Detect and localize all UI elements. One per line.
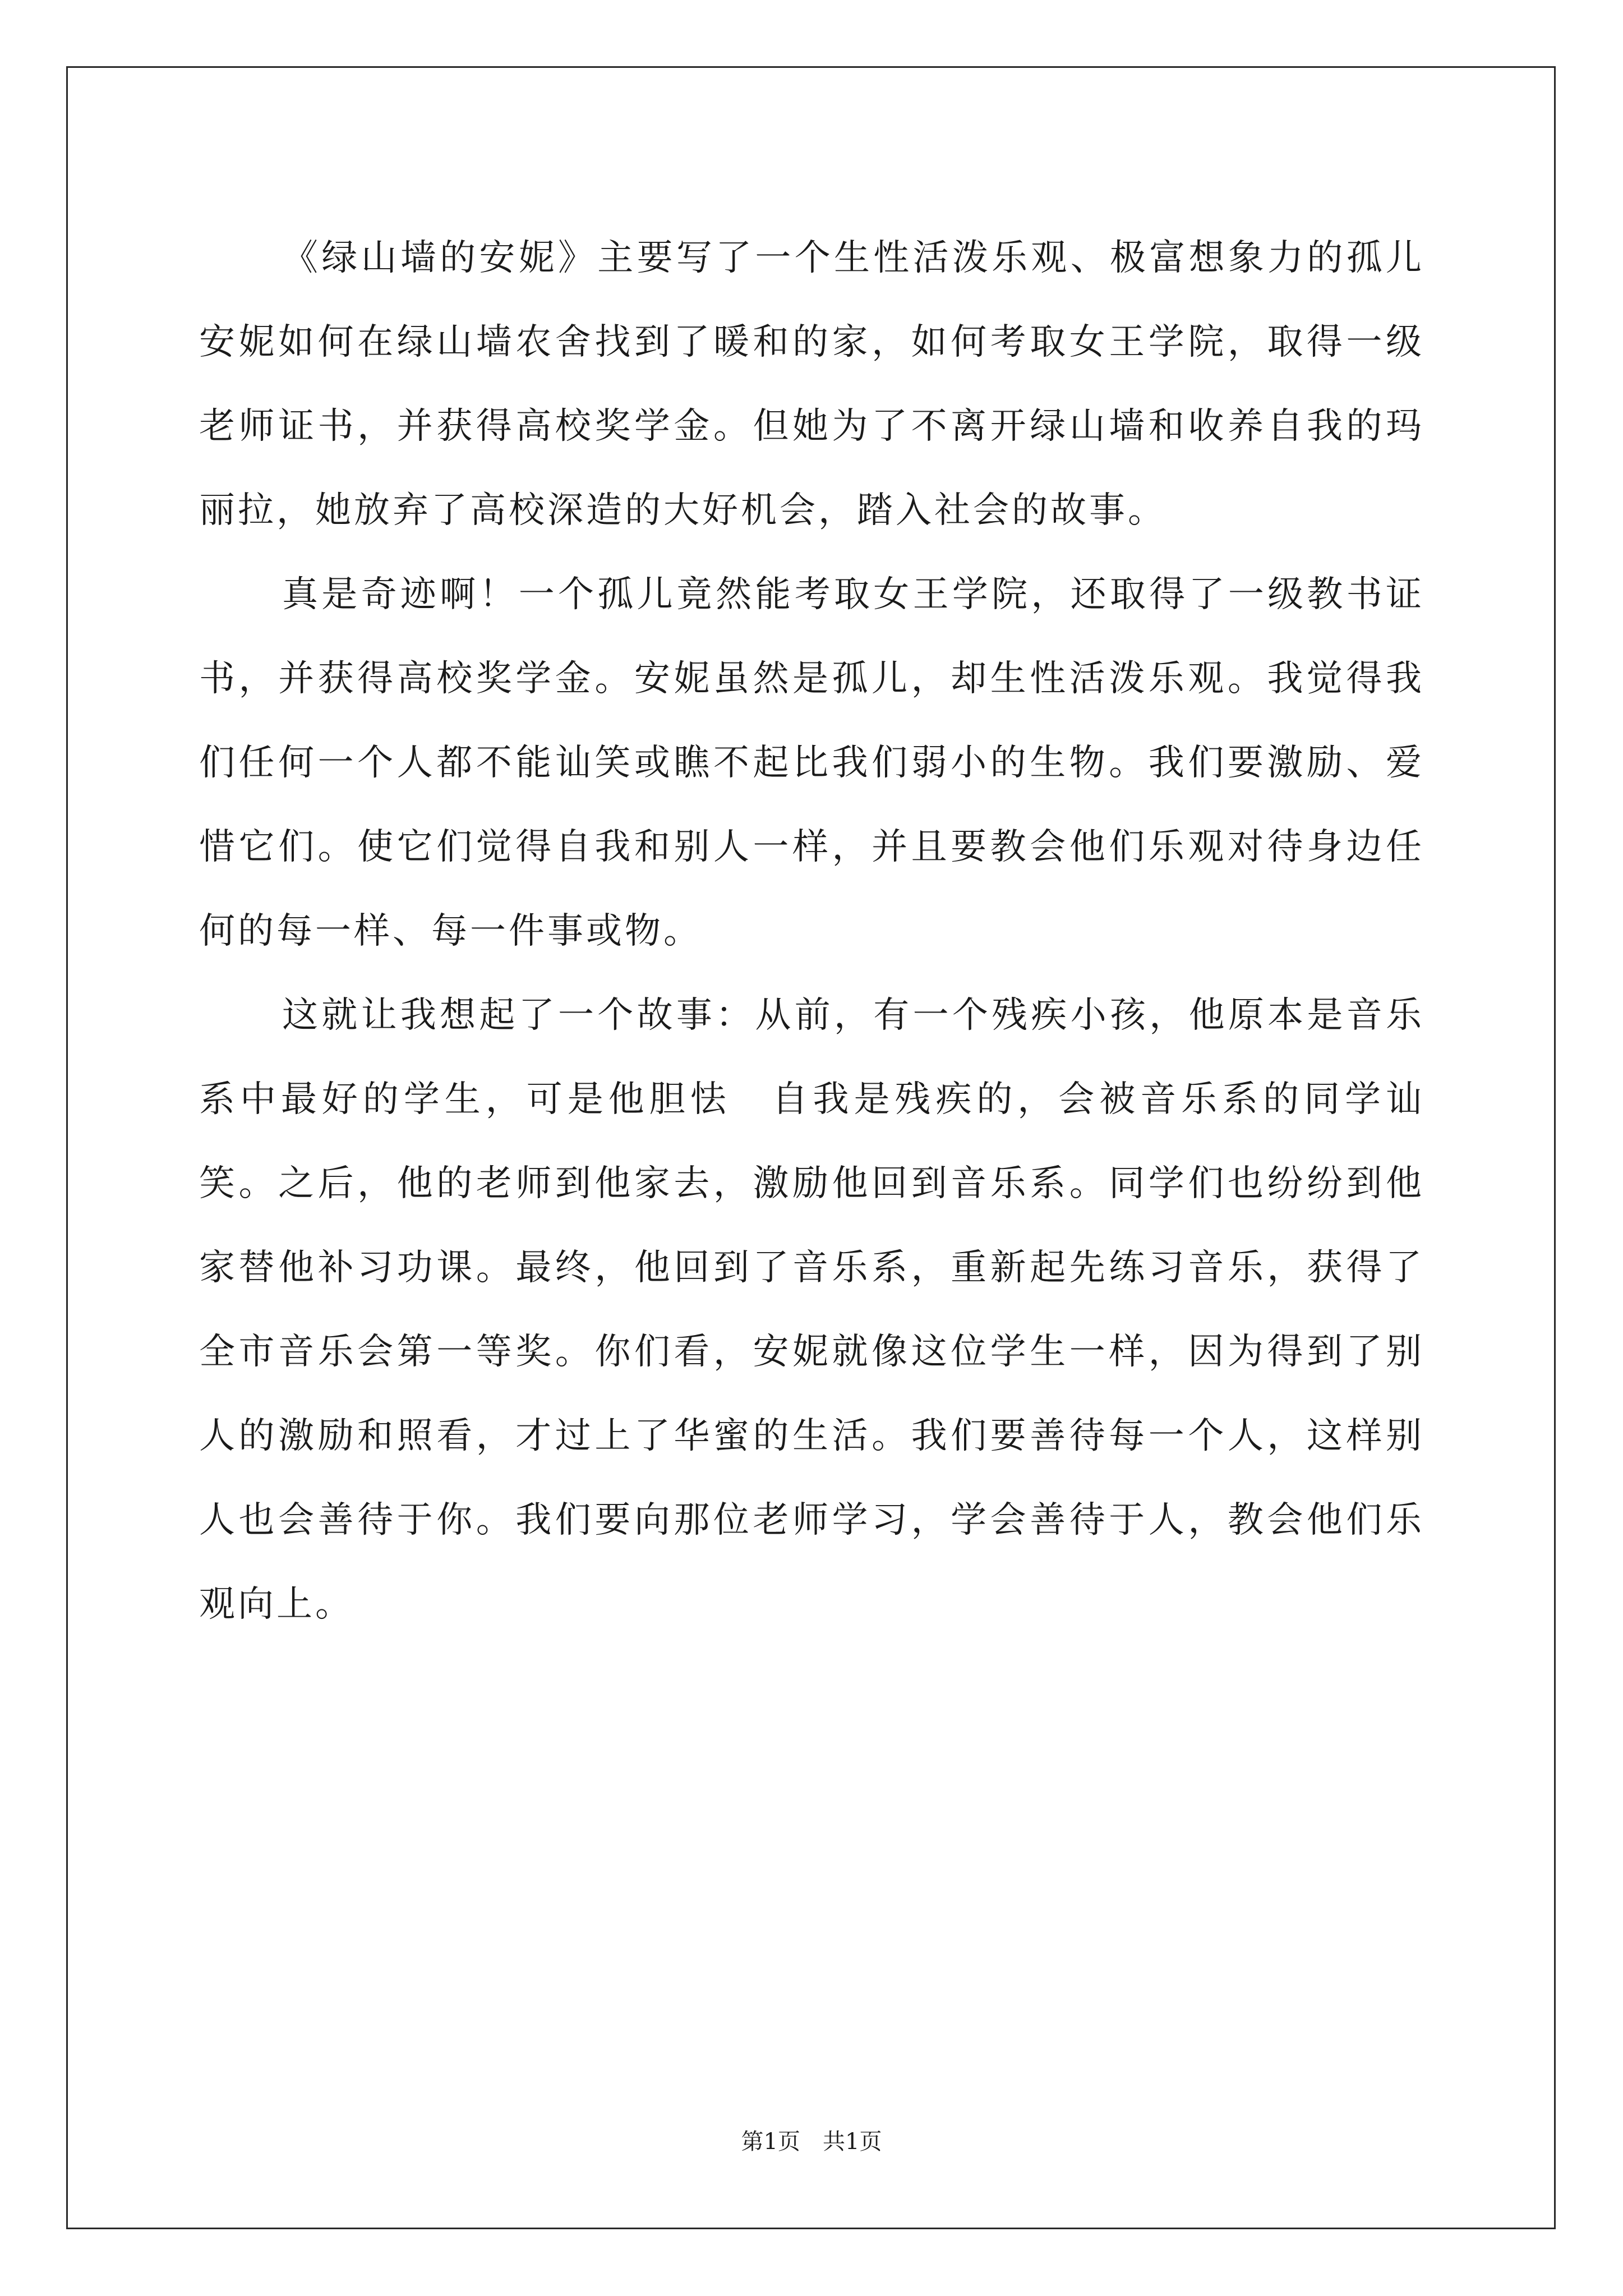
paragraph-3: 这就让我想起了一个故事：从前，有一个残疾小孩，他原本是音乐系中最好的学生，可是他胆怯 自我是残疾的，会被音乐系的同学讪笑。之后，他的老师到他家去，激励他回到音乐系。同学们也纷纷到他家替他补习功课。最终，他回到了音乐系，重新起先练习音乐，获得了全市音乐会第一等奖。你们看，安妮就像这位学生一样，因为得到了别人的激励和照看，才过上了华蜜的生活。我们要善待每一个人，这样别人也会善待于你。我们要向那位老师学习，学会善待于人，教会他们乐观向上。 bbox=[199, 995, 1424, 1625]
page-number: 第1页 bbox=[741, 2129, 800, 2155]
page-total: 共1页 bbox=[823, 2129, 882, 2155]
page-footer bbox=[0, 2125, 1623, 2159]
document-body bbox=[199, 216, 1424, 1646]
paragraph-2: 真是奇迹啊！一个孤儿竟然能考取女王学院，还取得了一级教书证书，并获得高校奖学金。安妮虽然是孤儿，却生性活泼乐观。我觉得我们任何一个人都不能讪笑或瞧不起比我们弱小的生物。我们要激励、爱惜它们。使它们觉得自我和别人一样，并且要教会他们乐观对待身边任何的每一样、每一件事或物。 bbox=[199, 574, 1424, 952]
paragraph-1: 《绿山墙的安妮》主要写了一个生性活泼乐观、极富想象力的孤儿安妮如何在绿山墙农舍找到了暖和的家，如何考取女王学院，取得一级老师证书，并获得高校奖学金。但她为了不离开绿山墙和收养自我的玛丽拉，她放弃了高校深造的大好机会，踏入社会的故事。 bbox=[199, 237, 1424, 531]
